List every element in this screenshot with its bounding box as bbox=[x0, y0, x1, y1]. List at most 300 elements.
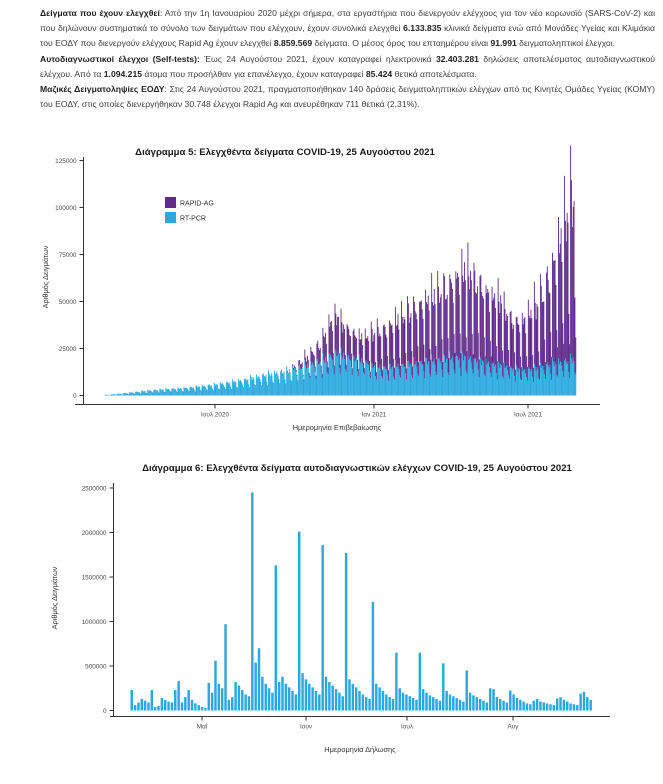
bar-rt-pcr bbox=[344, 359, 345, 396]
bar-rt-pcr bbox=[487, 363, 488, 395]
bar-rt-pcr bbox=[299, 364, 300, 395]
y-tick-label: 0 bbox=[72, 392, 77, 400]
bar-rt-pcr bbox=[493, 363, 494, 395]
bar-rt-pcr bbox=[148, 391, 149, 396]
bar-rt-pcr bbox=[170, 391, 171, 396]
bar-rt-pcr bbox=[537, 369, 538, 396]
bar-rt-pcr bbox=[556, 375, 557, 395]
bar-rt-pcr bbox=[309, 376, 310, 395]
bar-rt-pcr bbox=[215, 386, 216, 396]
bar-rapid-ag bbox=[490, 341, 491, 373]
bar-rt-pcr bbox=[222, 383, 223, 395]
bar-rapid-ag bbox=[501, 304, 502, 365]
bar-rapid-ag bbox=[329, 314, 330, 353]
bar-selftest bbox=[479, 699, 481, 711]
bar-rapid-ag bbox=[477, 286, 478, 361]
bar-rt-pcr bbox=[120, 394, 121, 396]
bar-rapid-ag bbox=[495, 308, 496, 365]
bar-rt-pcr bbox=[112, 394, 113, 395]
bar-rt-pcr bbox=[502, 376, 503, 395]
bar-rt-pcr bbox=[287, 370, 288, 395]
bar-rt-pcr bbox=[394, 380, 395, 396]
bar-rt-pcr bbox=[432, 362, 433, 395]
bar-rt-pcr bbox=[382, 378, 383, 395]
bar-rt-pcr bbox=[209, 384, 210, 395]
bar-rapid-ag bbox=[330, 322, 331, 354]
bar-selftest bbox=[318, 694, 320, 710]
bar-selftest bbox=[181, 702, 183, 710]
bar-rt-pcr bbox=[557, 377, 558, 396]
bar-rt-pcr bbox=[238, 379, 239, 396]
report-bold-text: 6.133.835 bbox=[403, 23, 442, 34]
bar-rt-pcr bbox=[118, 394, 119, 396]
bar-selftest bbox=[254, 662, 256, 710]
bar-rt-pcr bbox=[177, 387, 178, 395]
bar-rt-pcr bbox=[230, 386, 231, 395]
bar-rt-pcr bbox=[310, 378, 311, 396]
bar-rapid-ag bbox=[360, 339, 361, 362]
bar-rt-pcr bbox=[137, 392, 138, 396]
bar-rt-pcr bbox=[159, 389, 160, 396]
bar-rt-pcr bbox=[225, 389, 226, 396]
bar-rt-pcr bbox=[237, 387, 238, 395]
bar-rt-pcr bbox=[153, 390, 154, 396]
bar-rapid-ag bbox=[363, 363, 364, 373]
bar-rapid-ag bbox=[313, 354, 314, 365]
y-tick-label: 500000 bbox=[85, 663, 107, 671]
bar-selftest bbox=[378, 687, 380, 710]
bar-rt-pcr bbox=[240, 380, 241, 395]
bar-rapid-ag bbox=[535, 303, 536, 367]
bar-rt-pcr bbox=[242, 385, 243, 396]
bar-rt-pcr bbox=[446, 359, 447, 396]
bar-rapid-ag bbox=[305, 357, 306, 365]
bar-rt-pcr bbox=[574, 373, 575, 396]
bar-rapid-ag bbox=[470, 271, 471, 356]
bar-rt-pcr bbox=[555, 364, 556, 395]
bar-rt-pcr bbox=[572, 363, 573, 395]
bar-rt-pcr bbox=[129, 392, 130, 396]
bar-rapid-ag bbox=[386, 338, 387, 370]
bar-rt-pcr bbox=[316, 379, 317, 396]
bar-rt-pcr bbox=[379, 364, 380, 395]
bar-selftest bbox=[201, 707, 203, 711]
bar-selftest bbox=[576, 705, 578, 710]
bar-rapid-ag bbox=[293, 368, 294, 370]
bar-rapid-ag bbox=[450, 279, 451, 360]
bar-rapid-ag bbox=[431, 273, 432, 354]
bar-rapid-ag bbox=[333, 353, 334, 366]
bar-rt-pcr bbox=[111, 394, 112, 395]
bar-selftest bbox=[238, 686, 240, 711]
bar-rt-pcr bbox=[147, 390, 148, 396]
bar-rapid-ag bbox=[486, 285, 487, 358]
bar-rapid-ag bbox=[524, 319, 525, 370]
bar-rt-pcr bbox=[295, 370, 296, 396]
bar-rt-pcr bbox=[513, 369, 514, 396]
bar-rapid-ag bbox=[375, 362, 376, 376]
bar-rt-pcr bbox=[249, 387, 250, 395]
bar-rt-pcr bbox=[169, 390, 170, 396]
bar-rt-pcr bbox=[209, 385, 210, 395]
bar-rapid-ag bbox=[454, 334, 455, 370]
bar-rt-pcr bbox=[477, 361, 478, 396]
bar-rt-pcr bbox=[185, 388, 186, 396]
bar-rt-pcr bbox=[211, 385, 212, 395]
chart-covid-samples bbox=[0, 140, 663, 440]
bar-selftest bbox=[157, 706, 159, 710]
bar-rapid-ag bbox=[553, 261, 554, 362]
bar-rapid-ag bbox=[338, 317, 339, 353]
bar-rt-pcr bbox=[429, 374, 430, 396]
bar-rt-pcr bbox=[445, 363, 446, 396]
bar-rt-pcr bbox=[361, 358, 362, 395]
bar-rt-pcr bbox=[226, 382, 227, 395]
bar-rt-pcr bbox=[255, 385, 256, 395]
bar-rt-pcr bbox=[527, 381, 528, 396]
bar-rapid-ag bbox=[406, 368, 407, 379]
bar-rapid-ag bbox=[385, 335, 386, 370]
bar-rapid-ag bbox=[560, 244, 561, 361]
bar-rapid-ag bbox=[367, 336, 368, 364]
bar-rt-pcr bbox=[396, 367, 397, 396]
bar-rt-pcr bbox=[470, 356, 471, 395]
bar-rt-pcr bbox=[564, 361, 565, 396]
bar-rapid-ag bbox=[537, 307, 538, 369]
bar-rapid-ag bbox=[417, 319, 418, 366]
bar-rt-pcr bbox=[252, 380, 253, 396]
bar-rapid-ag bbox=[385, 327, 386, 366]
bar-rapid-ag bbox=[558, 217, 559, 358]
bar-rapid-ag bbox=[489, 312, 490, 367]
report-text: : Στις 24 Αυγούστου 2021, πραγματοποιήθηκαν 140 δράσεις δειγματοληπτικών ελέγχων από τις Κινητές Ομάδες Υγείας (ΚΟΜΥ) του ΕΟΔΥ, στις οποίες διενεργήθηκαν 30.748 έλεγχοι Rapid Ag και ανευρέθηκαν 711 θετικά (2,31%). bbox=[40, 84, 655, 110]
bar-selftest bbox=[285, 684, 287, 711]
bar-selftest bbox=[559, 697, 561, 710]
bar-rt-pcr bbox=[276, 372, 277, 395]
bar-rt-pcr bbox=[443, 355, 444, 396]
bar-selftest bbox=[362, 694, 364, 710]
bar-rt-pcr bbox=[500, 364, 501, 396]
bar-rt-pcr bbox=[492, 362, 493, 395]
bar-rt-pcr bbox=[384, 367, 385, 395]
bar-rt-pcr bbox=[175, 389, 176, 396]
bar-selftest bbox=[365, 697, 367, 710]
bar-selftest bbox=[533, 701, 535, 711]
bar-rt-pcr bbox=[434, 358, 435, 395]
bar-rt-pcr bbox=[388, 381, 389, 396]
bar-rt-pcr bbox=[219, 389, 220, 395]
bar-rapid-ag bbox=[423, 319, 424, 364]
bar-selftest bbox=[141, 699, 143, 711]
bar-rt-pcr bbox=[560, 361, 561, 395]
bar-selftest bbox=[208, 683, 210, 711]
bar-selftest bbox=[315, 691, 317, 711]
bar-rt-pcr bbox=[536, 371, 537, 395]
bar-rt-pcr bbox=[392, 367, 393, 395]
bar-rt-pcr bbox=[509, 379, 510, 396]
bar-rapid-ag bbox=[448, 358, 449, 375]
bar-rapid-ag bbox=[552, 253, 553, 358]
bar-selftest bbox=[295, 694, 297, 710]
bar-rt-pcr bbox=[469, 358, 470, 395]
bar-rapid-ag bbox=[324, 337, 325, 362]
bar-rt-pcr bbox=[415, 364, 416, 395]
bar-rapid-ag bbox=[306, 362, 307, 369]
bar-rt-pcr bbox=[395, 360, 396, 395]
bar-rt-pcr bbox=[533, 382, 534, 395]
bar-rt-pcr bbox=[414, 364, 415, 395]
bar-rapid-ag bbox=[506, 314, 507, 366]
bar-rt-pcr bbox=[453, 363, 454, 396]
bar-rt-pcr bbox=[189, 391, 190, 395]
bar-rapid-ag bbox=[327, 362, 328, 373]
bar-rt-pcr bbox=[336, 356, 337, 395]
bar-rt-pcr bbox=[537, 367, 538, 395]
bar-rt-pcr bbox=[347, 355, 348, 396]
bar-rt-pcr bbox=[504, 362, 505, 395]
bar-rt-pcr bbox=[302, 367, 303, 396]
bar-rt-pcr bbox=[555, 361, 556, 395]
bar-rt-pcr bbox=[409, 367, 410, 396]
bar-selftest bbox=[516, 698, 518, 710]
bar-selftest bbox=[275, 565, 277, 710]
bar-rapid-ag bbox=[479, 359, 480, 377]
report-paragraph bbox=[40, 6, 655, 52]
bar-rapid-ag bbox=[344, 329, 345, 359]
bar-rt-pcr bbox=[524, 370, 525, 396]
bar-rapid-ag bbox=[300, 364, 301, 368]
bar-rt-pcr bbox=[254, 384, 255, 395]
bar-rt-pcr bbox=[134, 394, 135, 396]
bar-rt-pcr bbox=[183, 391, 184, 395]
bar-rt-pcr bbox=[567, 364, 568, 395]
bar-rapid-ag bbox=[348, 329, 349, 355]
bar-rapid-ag bbox=[478, 333, 479, 370]
bar-rt-pcr bbox=[119, 394, 120, 396]
bar-rapid-ag bbox=[462, 276, 463, 353]
bar-rt-pcr bbox=[190, 387, 191, 395]
bar-rt-pcr bbox=[115, 395, 116, 396]
bar-rt-pcr bbox=[568, 361, 569, 395]
bar-rapid-ag bbox=[364, 368, 365, 375]
bar-rt-pcr bbox=[216, 384, 217, 396]
bar-rt-pcr bbox=[427, 365, 428, 396]
bar-rt-pcr bbox=[345, 369, 346, 395]
bar-selftest bbox=[492, 689, 494, 710]
bar-rt-pcr bbox=[294, 368, 295, 396]
bar-rt-pcr bbox=[314, 367, 315, 395]
bar-rapid-ag bbox=[323, 336, 324, 360]
bar-rt-pcr bbox=[518, 368, 519, 395]
bar-rt-pcr bbox=[450, 360, 451, 396]
bar-rt-pcr bbox=[203, 386, 204, 396]
bar-selftest bbox=[258, 648, 260, 710]
bar-rapid-ag bbox=[492, 301, 493, 363]
legend-swatch-rt-pcr bbox=[165, 212, 176, 223]
report-paragraph bbox=[40, 52, 655, 82]
bar-rt-pcr bbox=[176, 391, 177, 396]
bar-selftest bbox=[388, 697, 390, 710]
bar-rapid-ag bbox=[563, 344, 564, 377]
bar-rt-pcr bbox=[187, 389, 188, 396]
bar-rapid-ag bbox=[346, 365, 347, 372]
bar-rapid-ag bbox=[559, 253, 560, 364]
bar-rapid-ag bbox=[496, 346, 497, 373]
bar-rt-pcr bbox=[499, 363, 500, 396]
bar-rt-pcr bbox=[494, 367, 495, 396]
bar-rt-pcr bbox=[462, 353, 463, 396]
bar-rt-pcr bbox=[281, 370, 282, 396]
bar-rt-pcr bbox=[400, 378, 401, 396]
bar-rapid-ag bbox=[539, 365, 540, 379]
bar-rapid-ag bbox=[382, 370, 383, 378]
bar-rapid-ag bbox=[415, 311, 416, 364]
bar-selftest bbox=[332, 686, 334, 711]
bar-rt-pcr bbox=[406, 380, 407, 396]
bar-rapid-ag bbox=[312, 352, 313, 363]
bar-rt-pcr bbox=[108, 395, 109, 396]
bar-rapid-ag bbox=[311, 351, 312, 365]
bar-rapid-ag bbox=[434, 289, 435, 359]
bar-selftest bbox=[519, 700, 521, 711]
bar-rt-pcr bbox=[329, 357, 330, 395]
x-tick-label: Ιουν bbox=[299, 723, 313, 731]
bar-selftest bbox=[419, 653, 421, 711]
bar-rapid-ag bbox=[402, 317, 403, 364]
bar-rt-pcr bbox=[435, 365, 436, 396]
bar-selftest bbox=[368, 699, 370, 711]
bar-rt-pcr bbox=[222, 383, 223, 395]
bar-selftest bbox=[187, 690, 189, 710]
bar-rt-pcr bbox=[349, 359, 350, 396]
bar-rt-pcr bbox=[146, 393, 147, 395]
bar-rapid-ag bbox=[487, 289, 488, 363]
bar-rt-pcr bbox=[444, 355, 445, 395]
bar-rt-pcr bbox=[132, 392, 133, 395]
bar-rt-pcr bbox=[507, 370, 508, 395]
bar-rt-pcr bbox=[218, 389, 219, 396]
bar-rapid-ag bbox=[341, 322, 342, 356]
bar-rt-pcr bbox=[351, 367, 352, 395]
bar-rt-pcr bbox=[544, 375, 545, 396]
bar-selftest bbox=[405, 694, 407, 710]
bar-rapid-ag bbox=[522, 313, 523, 367]
bar-rt-pcr bbox=[253, 377, 254, 396]
bar-rt-pcr bbox=[452, 356, 453, 396]
bar-rt-pcr bbox=[133, 393, 134, 395]
bar-rt-pcr bbox=[355, 360, 356, 395]
bar-rt-pcr bbox=[266, 382, 267, 396]
bar-rt-pcr bbox=[498, 360, 499, 395]
bar-rt-pcr bbox=[386, 369, 387, 395]
bar-rapid-ag bbox=[299, 360, 300, 364]
bar-selftest bbox=[137, 702, 139, 710]
bar-rt-pcr bbox=[436, 375, 437, 396]
bar-rapid-ag bbox=[460, 334, 461, 368]
bar-selftest bbox=[171, 702, 173, 710]
bar-rapid-ag bbox=[484, 337, 485, 374]
bar-rapid-ag bbox=[455, 353, 456, 374]
bar-rt-pcr bbox=[524, 369, 525, 395]
bar-rt-pcr bbox=[256, 375, 257, 396]
bar-rt-pcr bbox=[289, 369, 290, 395]
bar-rt-pcr bbox=[566, 362, 567, 395]
bar-selftest bbox=[583, 692, 585, 711]
bar-rt-pcr bbox=[405, 373, 406, 396]
bar-rapid-ag bbox=[503, 362, 504, 378]
bar-rapid-ag bbox=[403, 323, 404, 363]
bar-rt-pcr bbox=[330, 354, 331, 395]
bar-rt-pcr bbox=[486, 365, 487, 396]
bar-rapid-ag bbox=[525, 333, 526, 373]
bar-rapid-ag bbox=[514, 352, 515, 376]
bar-rapid-ag bbox=[335, 313, 336, 349]
bar-rt-pcr bbox=[419, 361, 420, 395]
bar-selftest bbox=[586, 697, 588, 710]
bar-rt-pcr bbox=[224, 387, 225, 396]
bar-rt-pcr bbox=[530, 371, 531, 395]
bar-rapid-ag bbox=[309, 373, 310, 376]
bar-selftest bbox=[563, 700, 565, 711]
bar-rapid-ag bbox=[425, 290, 426, 358]
bar-rapid-ag bbox=[356, 338, 357, 358]
bar-rapid-ag bbox=[413, 296, 414, 357]
bar-rt-pcr bbox=[534, 364, 535, 396]
bar-selftest bbox=[385, 694, 387, 710]
bar-rt-pcr bbox=[357, 372, 358, 396]
bar-rapid-ag bbox=[337, 317, 338, 356]
bar-rt-pcr bbox=[525, 373, 526, 395]
bar-rapid-ag bbox=[349, 335, 350, 359]
bar-rapid-ag bbox=[530, 310, 531, 372]
bar-rt-pcr bbox=[297, 376, 298, 395]
chart-selftest-samples bbox=[0, 455, 663, 770]
bar-rt-pcr bbox=[374, 365, 375, 396]
bar-rt-pcr bbox=[232, 379, 233, 395]
bar-selftest bbox=[549, 704, 551, 710]
bar-rt-pcr bbox=[321, 373, 322, 395]
bar-rt-pcr bbox=[266, 375, 267, 395]
bar-rt-pcr bbox=[551, 380, 552, 396]
y-tick-label: 0 bbox=[102, 707, 107, 715]
bar-rapid-ag bbox=[447, 295, 448, 359]
bar-rt-pcr bbox=[348, 355, 349, 395]
bar-rt-pcr bbox=[284, 372, 285, 396]
bar-rapid-ag bbox=[486, 293, 487, 365]
bar-rt-pcr bbox=[448, 372, 449, 395]
bar-rt-pcr bbox=[514, 376, 515, 395]
bar-selftest bbox=[177, 681, 179, 710]
bar-rt-pcr bbox=[460, 368, 461, 396]
bar-rapid-ag bbox=[388, 370, 389, 381]
bar-rt-pcr bbox=[441, 361, 442, 395]
x-tick-label: Μαΐ bbox=[196, 723, 208, 731]
bar-rt-pcr bbox=[373, 368, 374, 395]
bar-rt-pcr bbox=[503, 378, 504, 396]
bar-rapid-ag bbox=[469, 289, 470, 358]
bar-rt-pcr bbox=[172, 388, 173, 395]
bar-rt-pcr bbox=[387, 375, 388, 396]
bar-rt-pcr bbox=[165, 392, 166, 395]
bar-rt-pcr bbox=[520, 379, 521, 396]
bar-rt-pcr bbox=[422, 365, 423, 396]
bar-rt-pcr bbox=[213, 390, 214, 395]
bar-rt-pcr bbox=[200, 390, 201, 396]
bar-rapid-ag bbox=[444, 276, 445, 356]
bar-rt-pcr bbox=[362, 364, 363, 396]
bar-rt-pcr bbox=[571, 358, 572, 395]
bar-rapid-ag bbox=[544, 340, 545, 375]
